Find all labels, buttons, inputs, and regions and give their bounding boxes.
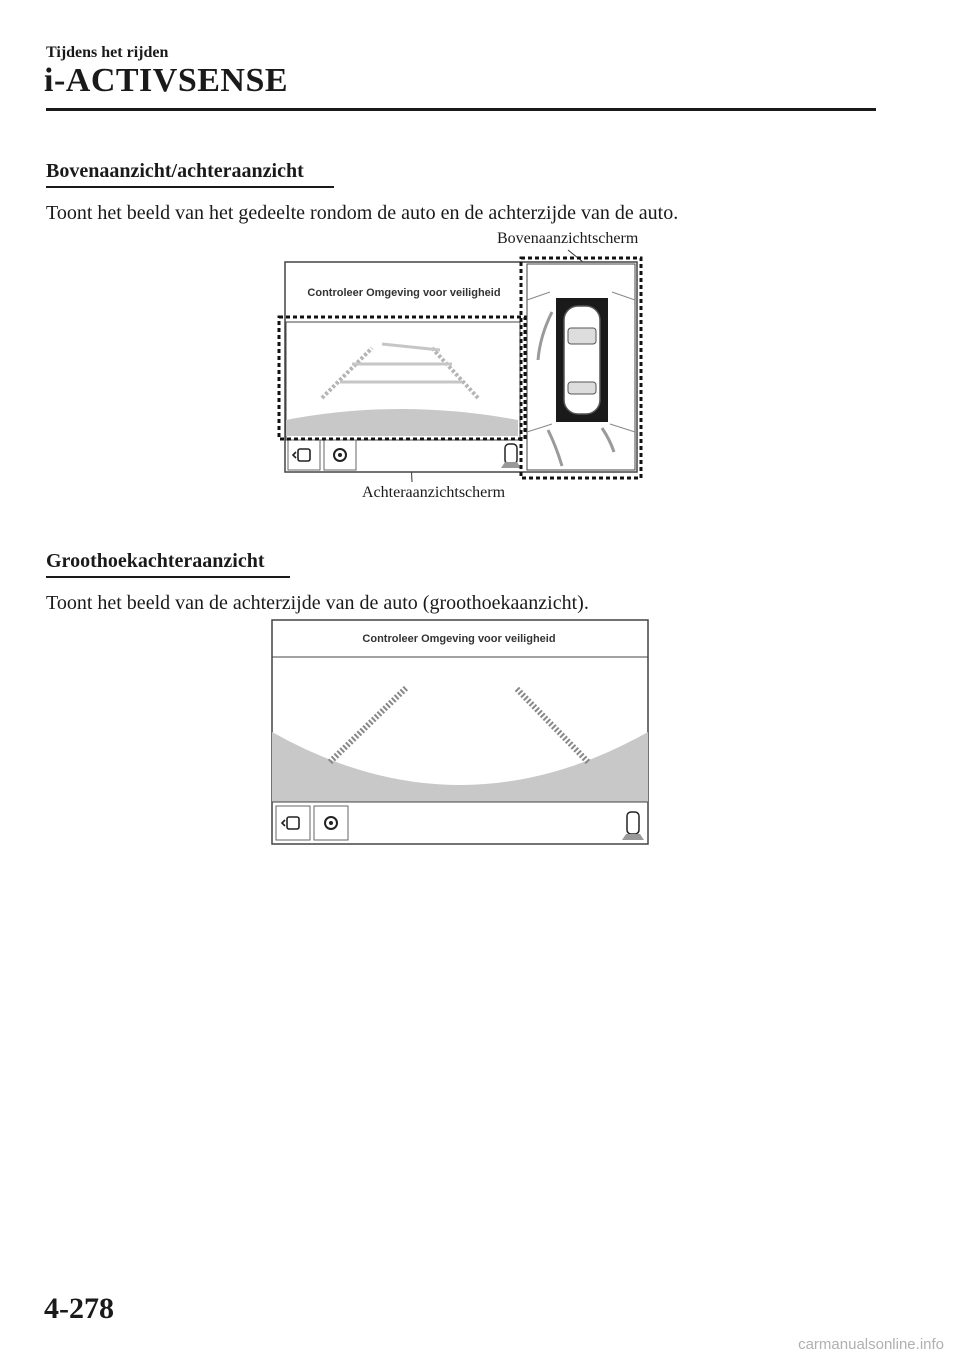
section-body-wide-rear: Toont het beeld van de achterzijde van de auto (groothoekaanzicht). bbox=[46, 592, 589, 614]
section-header: Tijdens het rijden bbox=[46, 44, 169, 61]
section-title-wide-rear: Groothoekachteraanzicht bbox=[46, 550, 265, 572]
section-title-top-rear: Bovenaanzicht/achteraanzicht bbox=[46, 160, 304, 182]
label-rear-view-screen: Achteraanzichtscherm bbox=[362, 484, 506, 501]
section-body-top-rear: Toont het beeld van het gedeelte rondom de auto en de achterzijde van de auto. bbox=[46, 202, 679, 224]
chapter-title: i-ACTIVSENSE bbox=[44, 62, 289, 99]
page-number: 4-278 bbox=[44, 1292, 114, 1325]
screen-banner: Controleer Omgeving voor veiligheid bbox=[307, 287, 501, 299]
screen-banner-wide: Controleer Omgeving voor veiligheid bbox=[362, 633, 556, 645]
label-top-view-screen: Bovenaanzichtscherm bbox=[497, 230, 639, 247]
watermark: carmanualsonline.info bbox=[798, 1336, 944, 1353]
